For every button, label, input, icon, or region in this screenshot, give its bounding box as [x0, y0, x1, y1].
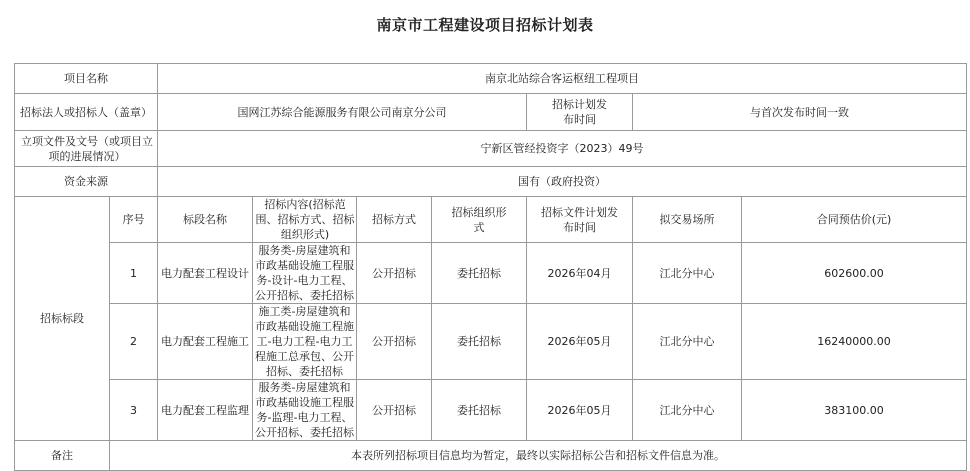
table-row	[15, 243, 967, 304]
section-seq: 3	[110, 380, 158, 441]
header-plan-time: 招标文件计划发布时间	[527, 197, 633, 243]
section-org: 委托招标	[432, 304, 527, 380]
tenderer-value: 国网江苏综合能源服务有限公司南京分公司	[158, 94, 527, 131]
row-fund-source	[15, 167, 967, 197]
section-seq: 2	[110, 304, 158, 380]
section-method: 公开招标	[357, 243, 432, 304]
header-content: 招标内容(招标范围、招标方式、招标组织形式)	[253, 197, 357, 243]
row-section-headers	[15, 197, 967, 243]
section-method: 公开招标	[357, 304, 432, 380]
header-venue: 拟交易场所	[633, 197, 742, 243]
header-seq: 序号	[110, 197, 158, 243]
remarks-value: 本表所列招标项目信息均为暂定，最终以实际招标公告和招标文件信息为准。	[110, 441, 967, 471]
section-name: 电力配套工程监理	[158, 380, 253, 441]
table-row	[15, 380, 967, 441]
section-price: 602600.00	[742, 243, 967, 304]
row-remarks	[15, 441, 967, 471]
row-project-name	[15, 64, 967, 94]
table-row	[15, 304, 967, 380]
section-content: 服务类-房屋建筑和市政基础设施工程服务-设计-电力工程、公开招标、委托招标	[253, 243, 357, 304]
header-name: 标段名称	[158, 197, 253, 243]
publish-time-value: 与首次发布时间一致	[633, 94, 967, 131]
remarks-label: 备注	[15, 441, 110, 471]
tender-plan-table	[14, 63, 967, 471]
row-approval-doc	[15, 131, 967, 167]
section-venue: 江北分中心	[633, 380, 742, 441]
header-price: 合同预估价(元)	[742, 197, 967, 243]
section-name: 电力配套工程设计	[158, 243, 253, 304]
section-org: 委托招标	[432, 243, 527, 304]
project-name-value: 南京北站综合客运枢纽工程项目	[158, 64, 967, 94]
publish-time-label: 招标计划发布时间	[527, 94, 633, 131]
tenderer-label: 招标法人或招标人（盖章）	[15, 94, 158, 131]
approval-doc-label: 立项文件及文号（或项目立项的进展情况）	[15, 131, 158, 167]
section-seq: 1	[110, 243, 158, 304]
fund-source-value: 国有（政府投资）	[158, 167, 967, 197]
section-plan-time: 2026年04月	[527, 243, 633, 304]
fund-source-label: 资金来源	[15, 167, 158, 197]
section-price: 383100.00	[742, 380, 967, 441]
project-name-label: 项目名称	[15, 64, 158, 94]
section-method: 公开招标	[357, 380, 432, 441]
section-venue: 江北分中心	[633, 304, 742, 380]
sections-label: 招标标段	[15, 197, 110, 441]
section-price: 16240000.00	[742, 304, 967, 380]
page-title: 南京市工程建设项目招标计划表	[376, 16, 594, 34]
header-org: 招标组织形式	[432, 197, 527, 243]
section-content: 服务类-房屋建筑和市政基础设施工程服务-监理-电力工程、公开招标、委托招标	[253, 380, 357, 441]
header-method: 招标方式	[357, 197, 432, 243]
approval-doc-value: 宁新区管经投资字（2023）49号	[158, 131, 967, 167]
section-content: 施工类-房屋建筑和市政基础设施工程施工-电力工程-电力工程施工总承包、公开招标、委托招标	[253, 304, 357, 380]
section-venue: 江北分中心	[633, 243, 742, 304]
section-plan-time: 2026年05月	[527, 304, 633, 380]
section-org: 委托招标	[432, 380, 527, 441]
section-name: 电力配套工程施工	[158, 304, 253, 380]
row-tenderer	[15, 94, 967, 131]
section-plan-time: 2026年05月	[527, 380, 633, 441]
